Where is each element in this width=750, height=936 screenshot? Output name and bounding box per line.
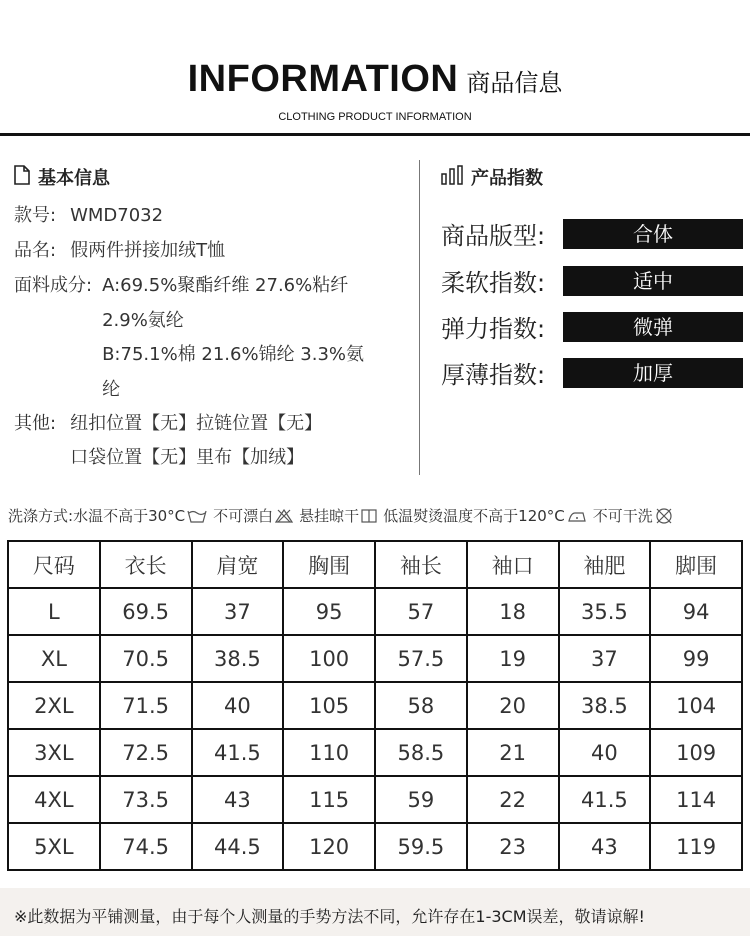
table-cell: 40 bbox=[192, 682, 284, 729]
index-row-thickness bbox=[441, 355, 743, 390]
column-header: 衣长 bbox=[100, 541, 192, 588]
fabric-row bbox=[14, 269, 412, 407]
table-cell: L bbox=[8, 588, 100, 635]
bar-chart-icon bbox=[441, 165, 463, 190]
style-key: 款号: bbox=[14, 205, 57, 226]
wash-item bbox=[73, 505, 213, 526]
table-cell: 99 bbox=[650, 635, 742, 682]
style-value: WMD7032 bbox=[70, 205, 164, 226]
index-row-fit bbox=[441, 216, 743, 251]
wash-item-text: 低温熨烫温度不高于120°C bbox=[383, 507, 565, 525]
table-cell: 72.5 bbox=[100, 729, 192, 776]
no-bleach-icon bbox=[275, 509, 293, 523]
table-row bbox=[8, 588, 742, 635]
table-cell: XL bbox=[8, 635, 100, 682]
wash-item bbox=[593, 505, 679, 526]
table-cell: 58 bbox=[375, 682, 467, 729]
table-cell: 57.5 bbox=[375, 635, 467, 682]
index-label: 弹力指数: bbox=[441, 315, 546, 343]
table-cell: 43 bbox=[192, 776, 284, 823]
title-line bbox=[0, 58, 750, 101]
table-cell: 21 bbox=[467, 729, 559, 776]
column-header: 脚围 bbox=[650, 541, 742, 588]
fabric-line: 2.9%氨纶 bbox=[102, 309, 184, 331]
table-cell: 18 bbox=[467, 588, 559, 635]
table-cell: 120 bbox=[283, 823, 375, 870]
name-value: 假两件拼接加绒T恤 bbox=[70, 240, 226, 261]
table-cell: 95 bbox=[283, 588, 375, 635]
index-label: 柔软指数: bbox=[441, 269, 546, 297]
wash-item-text: 悬挂晾干 bbox=[299, 507, 360, 525]
table-cell: 38.5 bbox=[192, 635, 284, 682]
column-header: 尺码 bbox=[8, 541, 100, 588]
table-cell: 20 bbox=[467, 682, 559, 729]
table-cell: 74.5 bbox=[100, 823, 192, 870]
column-header: 袖长 bbox=[375, 541, 467, 588]
wash-instructions bbox=[8, 505, 679, 526]
table-cell: 71.5 bbox=[100, 682, 192, 729]
wash-label: 洗涤方式: bbox=[8, 507, 74, 525]
index-label: 厚薄指数: bbox=[441, 361, 546, 389]
table-row bbox=[8, 635, 742, 682]
page-title: INFORMATION bbox=[187, 58, 459, 100]
table-cell: 59.5 bbox=[375, 823, 467, 870]
table-cell: 59 bbox=[375, 776, 467, 823]
name-key: 品名: bbox=[14, 240, 57, 261]
index-value: 合体 bbox=[563, 219, 743, 249]
size-table bbox=[7, 540, 743, 871]
table-cell: 110 bbox=[283, 729, 375, 776]
table-cell: 38.5 bbox=[559, 682, 651, 729]
index-row-softness bbox=[441, 263, 743, 298]
table-cell: 58.5 bbox=[375, 729, 467, 776]
wash-item-text: 水温不高于30°C bbox=[73, 507, 186, 525]
table-cell: 2XL bbox=[8, 682, 100, 729]
index-row-elasticity bbox=[441, 309, 743, 344]
table-cell: 57 bbox=[375, 588, 467, 635]
other-value bbox=[70, 407, 322, 475]
document-icon bbox=[14, 165, 30, 190]
page-subtitle: CLOTHING PRODUCT INFORMATION bbox=[278, 111, 472, 123]
table-cell: 37 bbox=[559, 635, 651, 682]
table-cell: 44.5 bbox=[192, 823, 284, 870]
index-value: 适中 bbox=[563, 266, 743, 296]
column-header: 袖口 bbox=[467, 541, 559, 588]
table-cell: 19 bbox=[467, 635, 559, 682]
fabric-line: B:75.1%棉 21.6%锦纶 3.3%氨 bbox=[102, 344, 365, 365]
table-row bbox=[8, 776, 742, 823]
page-title-cn: 商品信息 bbox=[466, 69, 563, 97]
table-cell: 43 bbox=[559, 823, 651, 870]
column-header: 胸围 bbox=[283, 541, 375, 588]
table-cell: 41.5 bbox=[559, 776, 651, 823]
other-line: 口袋位置【无】里布【加绒】 bbox=[70, 447, 305, 468]
table-header-row bbox=[8, 541, 742, 588]
fabric-line: A:69.5%聚酯纤维 27.6%粘纤 bbox=[102, 275, 349, 296]
wash-30-icon bbox=[187, 509, 207, 523]
basic-info-heading bbox=[14, 164, 110, 190]
index-label: 商品版型: bbox=[441, 222, 546, 250]
table-cell: 4XL bbox=[8, 776, 100, 823]
measurement-note: ※此数据为平铺测量，由于每个人测量的手势方法不同，允许存在1-3CM误差，敬请谅解! bbox=[14, 907, 645, 926]
basic-info-heading-label: 基本信息 bbox=[38, 168, 110, 189]
fabric-key: 面料成分: bbox=[14, 275, 93, 296]
table-cell: 40 bbox=[559, 729, 651, 776]
style-row bbox=[14, 203, 412, 229]
column-header: 肩宽 bbox=[192, 541, 284, 588]
index-value: 微弹 bbox=[563, 312, 743, 342]
fabric-value bbox=[102, 269, 364, 407]
header-divider bbox=[0, 133, 750, 136]
table-cell: 70.5 bbox=[100, 635, 192, 682]
table-cell: 3XL bbox=[8, 729, 100, 776]
table-cell: 41.5 bbox=[192, 729, 284, 776]
other-row bbox=[14, 407, 412, 475]
fabric-line: 纶 bbox=[102, 378, 121, 400]
table-cell: 100 bbox=[283, 635, 375, 682]
table-cell: 109 bbox=[650, 729, 742, 776]
table-row bbox=[8, 823, 742, 870]
table-cell: 73.5 bbox=[100, 776, 192, 823]
basic-info bbox=[14, 203, 412, 484]
table-cell: 69.5 bbox=[100, 588, 192, 635]
wash-item bbox=[383, 505, 593, 526]
hang-dry-icon bbox=[361, 509, 377, 523]
table-cell: 35.5 bbox=[559, 588, 651, 635]
low-iron-icon bbox=[567, 509, 587, 523]
table-cell: 37 bbox=[192, 588, 284, 635]
table-row bbox=[8, 729, 742, 776]
table-cell: 23 bbox=[467, 823, 559, 870]
table-cell: 94 bbox=[650, 588, 742, 635]
table-cell: 104 bbox=[650, 682, 742, 729]
index-value: 加厚 bbox=[563, 358, 743, 388]
index-heading-label: 产品指数 bbox=[471, 168, 543, 189]
table-cell: 22 bbox=[467, 776, 559, 823]
wash-item bbox=[213, 505, 299, 526]
wash-item bbox=[299, 505, 383, 526]
other-key: 其他: bbox=[14, 413, 57, 434]
name-row bbox=[14, 238, 412, 264]
header bbox=[0, 58, 750, 123]
other-line: 纽扣位置【无】拉链位置【无】 bbox=[70, 413, 323, 434]
wash-item-text: 不可干洗 bbox=[592, 507, 653, 525]
wash-item-text: 不可漂白 bbox=[213, 507, 274, 525]
index-heading bbox=[441, 164, 543, 190]
table-cell: 115 bbox=[283, 776, 375, 823]
column-header: 袖肥 bbox=[559, 541, 651, 588]
table-cell: 119 bbox=[650, 823, 742, 870]
table-cell: 105 bbox=[283, 682, 375, 729]
table-cell: 5XL bbox=[8, 823, 100, 870]
table-row bbox=[8, 682, 742, 729]
table-cell: 114 bbox=[650, 776, 742, 823]
no-dry-clean-icon bbox=[655, 508, 673, 524]
column-divider bbox=[419, 160, 420, 475]
